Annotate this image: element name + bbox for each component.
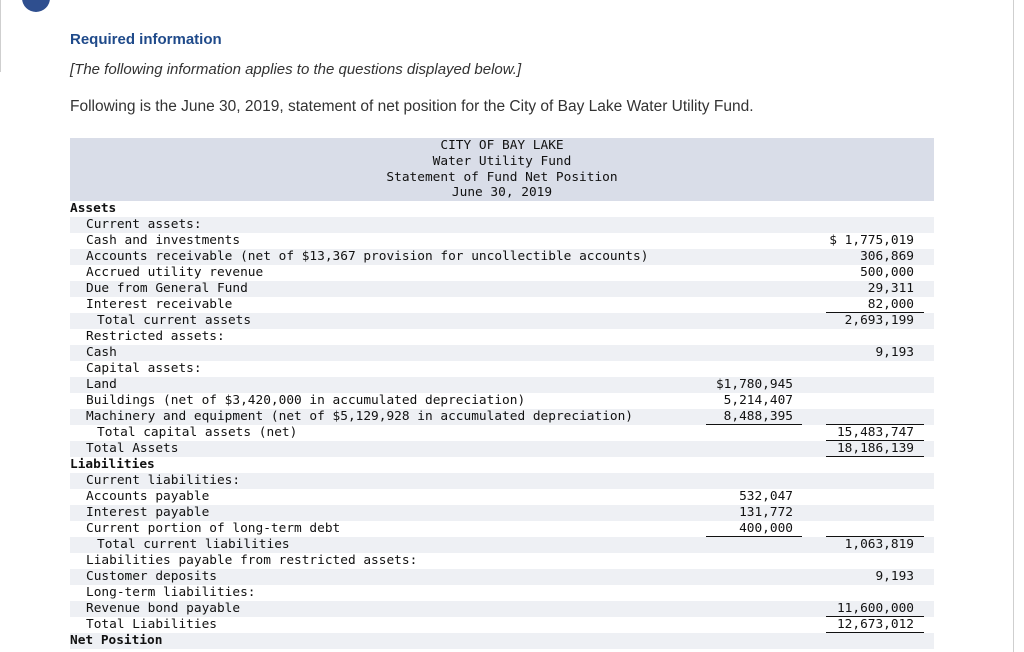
statement-row — [70, 505, 934, 521]
statement-row — [70, 377, 934, 393]
amount-col2: 18,186,139 — [836, 441, 914, 456]
amount-col2: 11,600,000 — [836, 601, 914, 616]
row-label: Customer deposits — [86, 569, 217, 584]
info-note: [The following information applies to the questions displayed below.] — [70, 61, 522, 78]
statement-row — [70, 569, 934, 585]
row-label: Revenue bond payable — [86, 601, 241, 616]
statement-row — [70, 345, 934, 361]
row-label: Total Liabilities — [86, 617, 217, 632]
statement-row — [70, 585, 934, 601]
row-label: Long-term liabilities: — [86, 585, 256, 600]
statement-row — [70, 425, 934, 441]
header-line: Water Utility Fund — [432, 153, 572, 169]
row-label: Capital assets: — [86, 361, 202, 376]
row-label: Current liabilities: — [86, 473, 241, 488]
row-label: Cash and investments — [86, 233, 241, 248]
row-label: Due from General Fund — [86, 281, 248, 296]
statement-row — [70, 201, 934, 217]
row-label: Current portion of long-term debt — [86, 521, 341, 536]
right-border — [1013, 0, 1014, 652]
statement-row — [70, 409, 934, 425]
statement-row — [70, 441, 934, 457]
statement-row — [70, 393, 934, 409]
statement-table — [70, 138, 934, 649]
row-label: Interest payable — [86, 505, 210, 520]
statement-row — [70, 329, 934, 345]
statement-row — [70, 553, 934, 569]
amount-col2: 12,673,012 — [836, 617, 914, 632]
statement-row — [70, 473, 934, 489]
amount-col1: 400,000 — [739, 521, 793, 536]
statement-row — [70, 265, 934, 281]
amount-col2: 2,693,199 — [844, 313, 914, 328]
amount-col1: 532,047 — [739, 489, 793, 504]
amount-col2: 1,063,819 — [844, 537, 914, 552]
row-label: Buildings (net of $3,420,000 in accumulated depreciation) — [86, 393, 526, 408]
row-label: Accounts receivable (net of $13,367 provision for uncollectible accounts) — [86, 249, 649, 264]
statement-row — [70, 457, 934, 473]
statement-row — [70, 537, 934, 553]
statement-row — [70, 281, 934, 297]
row-label: Land — [86, 377, 117, 392]
row-label: Liabilities payable from restricted assets: — [86, 553, 418, 568]
statement-row — [70, 233, 934, 249]
amount-col2: 9,193 — [875, 569, 914, 584]
statement-row — [70, 217, 934, 233]
row-label: Accrued utility revenue — [86, 265, 264, 280]
row-label: Accounts payable — [86, 489, 210, 504]
header-line: Statement of Fund Net Position — [386, 169, 618, 185]
statement-row — [70, 521, 934, 537]
row-label: Total capital assets (net) — [97, 425, 298, 440]
amount-col2: 306,869 — [860, 249, 914, 264]
section-heading: Liabilities — [70, 457, 155, 472]
row-label: Total current liabilities — [97, 537, 290, 552]
amount-col2: 82,000 — [867, 297, 914, 312]
statement-row — [70, 297, 934, 313]
statement-row — [70, 489, 934, 505]
amount-col1: 8,488,395 — [723, 409, 793, 424]
amount-col2: 500,000 — [860, 265, 914, 280]
amount-col2: 9,193 — [875, 345, 914, 360]
statement-rows — [70, 201, 934, 649]
row-label: Cash — [86, 345, 117, 360]
amount-col2: $ 1,775,019 — [829, 233, 914, 248]
amount-col2: 29,311 — [867, 281, 914, 296]
row-label: Restricted assets: — [86, 329, 225, 344]
intro-text: Following is the June 30, 2019, statement of net position for the City of Bay Lake Water Utility Fund. — [70, 98, 754, 115]
section-heading: Assets — [70, 201, 117, 216]
statement-row — [70, 249, 934, 265]
row-label: Machinery and equipment (net of $5,129,928 in accumulated depreciation) — [86, 409, 634, 424]
row-label: Total Assets — [86, 441, 179, 456]
header-line: June 30, 2019 — [451, 185, 553, 201]
required-info-title: Required information — [70, 31, 222, 48]
amount-col1: 5,214,407 — [723, 393, 793, 408]
question-badge — [22, 0, 50, 12]
amount-col2: 15,483,747 — [836, 425, 914, 440]
statement-row — [70, 313, 934, 329]
statement-row — [70, 633, 934, 649]
row-label: Total current assets — [97, 313, 252, 328]
row-label: Current assets: — [86, 217, 202, 232]
statement-header — [70, 138, 934, 201]
statement-row — [70, 361, 934, 377]
section-heading: Net Position — [70, 633, 163, 648]
statement-row — [70, 617, 934, 633]
statement-row — [70, 601, 934, 617]
header-line: CITY OF BAY LAKE — [440, 138, 564, 154]
amount-col1: $1,780,945 — [715, 377, 793, 392]
amount-col1: 131,772 — [739, 505, 793, 520]
left-border — [0, 0, 1, 72]
row-label: Interest receivable — [86, 297, 233, 312]
